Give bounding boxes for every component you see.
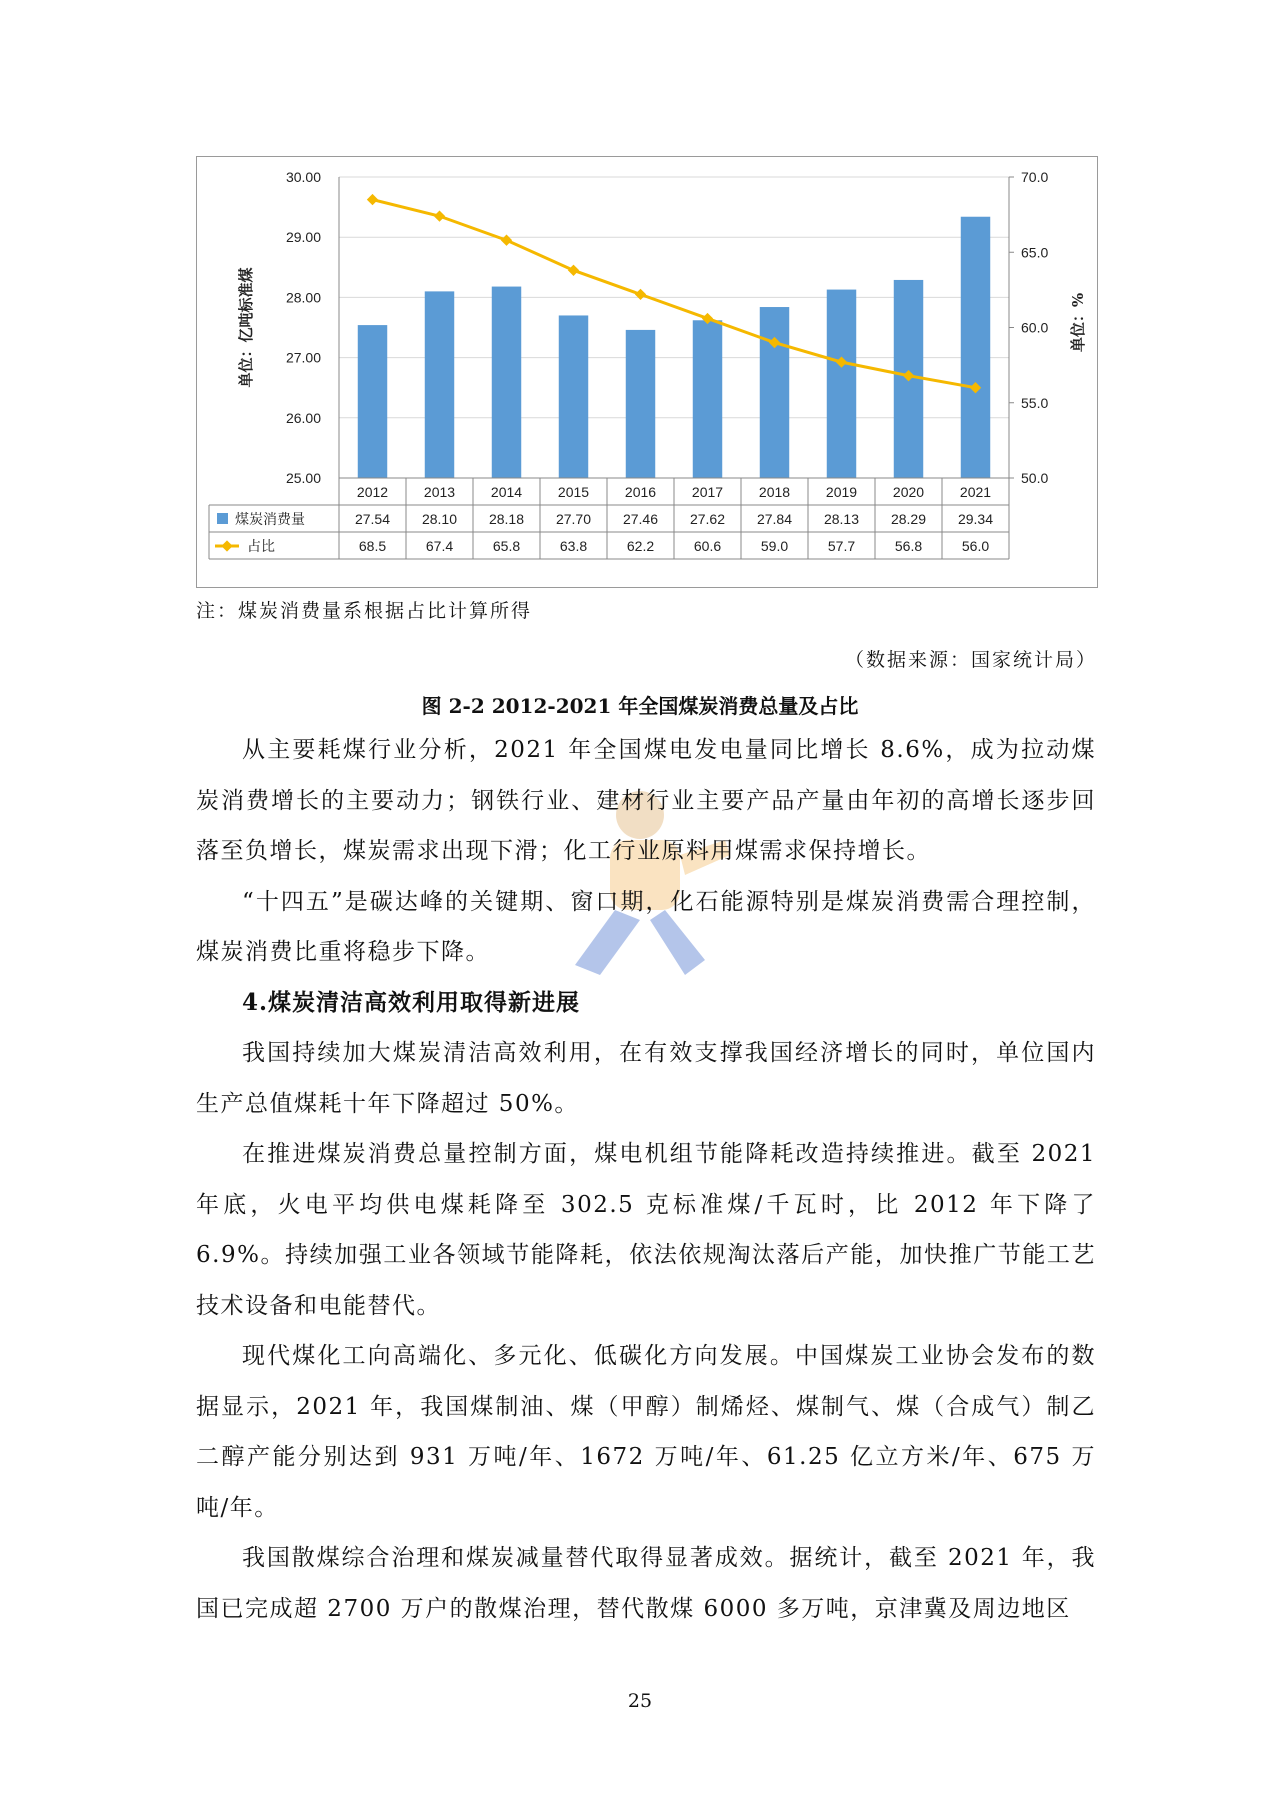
bar — [693, 320, 722, 478]
bar-data-label: 29.34 — [957, 511, 994, 527]
legend-key-bar — [217, 513, 228, 524]
line-point — [367, 194, 378, 205]
y2-tick-label: 50.0 — [1021, 470, 1049, 486]
bar — [425, 291, 454, 478]
figure-caption: 图 2-2 2012-2021 年全国煤炭消费总量及占比 — [421, 694, 859, 718]
bar-data-label: 27.46 — [622, 511, 659, 527]
x-tick-label: 2021 — [959, 484, 992, 500]
data-source: （数据来源：国家统计局） — [844, 649, 1097, 671]
line-data-label: 60.6 — [693, 538, 722, 554]
line-series — [373, 200, 976, 388]
line-data-label: 57.7 — [827, 538, 856, 554]
line-point — [434, 210, 445, 221]
paragraph: 我国散煤综合治理和煤炭减量替代取得显著成效。据统计，截至 2021 年，我国已完成超 2700 万户的散煤治理，替代散煤 6000 多万吨，京津冀及周边地区 — [196, 1545, 1096, 1622]
line-data-label: 68.5 — [358, 538, 387, 554]
x-tick-label: 2019 — [825, 484, 858, 500]
chart-note: 注：煤炭消费量系根据占比计算所得 — [196, 600, 533, 622]
page-number: 25 — [627, 1690, 653, 1712]
bar — [358, 325, 387, 478]
legend-label-bar: 煤炭消费量 — [235, 512, 305, 528]
bar — [760, 307, 789, 478]
bar-data-label: 28.29 — [890, 511, 927, 527]
line-data-label: 65.8 — [492, 538, 521, 554]
coal-consumption-chart — [197, 157, 1097, 587]
bar — [961, 217, 990, 478]
section-heading: 4.煤炭清洁高效利用取得新进展 — [242, 988, 581, 1016]
y2-tick-label: 60.0 — [1021, 319, 1049, 336]
x-tick-label: 2018 — [758, 484, 791, 500]
bar-data-label: 27.84 — [756, 511, 793, 527]
y-tick-label: 27.00 — [285, 349, 321, 366]
bar — [827, 290, 856, 478]
x-tick-label: 2017 — [691, 484, 724, 500]
line-data-label: 63.8 — [559, 538, 588, 554]
y2-tick-label: 55.0 — [1021, 394, 1049, 411]
x-tick-label: 2020 — [892, 484, 925, 500]
bar-data-label: 28.18 — [488, 511, 525, 527]
paragraph: 从主要耗煤行业分析，2021 年全国煤电发电量同比增长 8.6%，成为拉动煤炭消费增长的主要动力；钢铁行业、建材行业主要产品产量由年初的高增长逐步回落至负增长，煤炭需求出现下滑；化工行业原料用煤需求保持增长。 — [196, 737, 1096, 864]
line-data-label: 62.2 — [626, 538, 655, 554]
legend-label-line: 占比 — [247, 539, 275, 555]
bar-data-label: 27.54 — [354, 511, 391, 527]
bar-data-label: 27.62 — [689, 511, 726, 527]
y-tick-label: 28.00 — [285, 289, 321, 306]
x-tick-label: 2014 — [490, 484, 523, 500]
y2-tick-label: 65.0 — [1021, 244, 1049, 261]
line-data-label: 67.4 — [425, 538, 454, 554]
paragraph: 在推进煤炭消费总量控制方面，煤电机组节能降耗改造持续推进。截至 2021 年底，火电平均供电煤耗降至 302.5 克标准煤/千瓦时，比 2012 年下降了 6.9%。持续加强工业各领域节能降耗，依法依规淘汰落后产能，加快推广节能工艺技术设备和电能替代。 — [196, 1141, 1096, 1319]
x-tick-label: 2016 — [624, 484, 657, 500]
y-axis-title: 单位：亿吨标准煤 — [237, 267, 255, 388]
x-tick-label: 2012 — [356, 484, 389, 500]
bar-data-label: 28.10 — [421, 511, 458, 527]
y-tick-label: 26.00 — [285, 409, 321, 426]
y-tick-label: 29.00 — [285, 229, 321, 246]
bar-data-label: 28.13 — [823, 511, 860, 527]
chart-frame — [196, 156, 1098, 588]
y-tick-label: 25.00 — [285, 470, 321, 486]
line-data-label: 56.8 — [894, 538, 923, 554]
bar — [626, 330, 655, 478]
y-tick-label: 30.00 — [285, 169, 321, 185]
y2-axis-title: 单位：% — [1069, 292, 1087, 353]
line-point — [501, 235, 512, 246]
paragraph: “十四五”是碳达峰的关键期、窗口期，化石能源特别是煤炭消费需合理控制，煤炭消费比重将稳步下降。 — [196, 888, 1096, 965]
line-data-label: 59.0 — [760, 538, 789, 554]
line-point — [568, 265, 579, 276]
x-tick-label: 2015 — [557, 484, 590, 500]
x-tick-label: 2013 — [423, 484, 456, 500]
bar — [559, 315, 588, 478]
legend-key-marker — [221, 540, 232, 551]
line-data-label: 56.0 — [961, 538, 990, 554]
bar — [492, 287, 521, 478]
y2-tick-label: 70.0 — [1021, 169, 1049, 185]
line-point — [635, 289, 646, 300]
paragraph: 现代煤化工向高端化、多元化、低碳化方向发展。中国煤炭工业协会发布的数据显示，2021 年，我国煤制油、煤（甲醇）制烯烃、煤制气、煤（合成气）制乙二醇产能分别达到 931 万吨/年、1672 万吨/年、61.25 亿立方米/年、675 万吨/年。 — [196, 1343, 1096, 1521]
paragraph: 我国持续加大煤炭清洁高效利用，在有效支撑我国经济增长的同时，单位国内生产总值煤耗十年下降超过 50%。 — [196, 1040, 1096, 1117]
bar-data-label: 27.70 — [555, 511, 592, 527]
body-text — [196, 725, 1096, 1634]
